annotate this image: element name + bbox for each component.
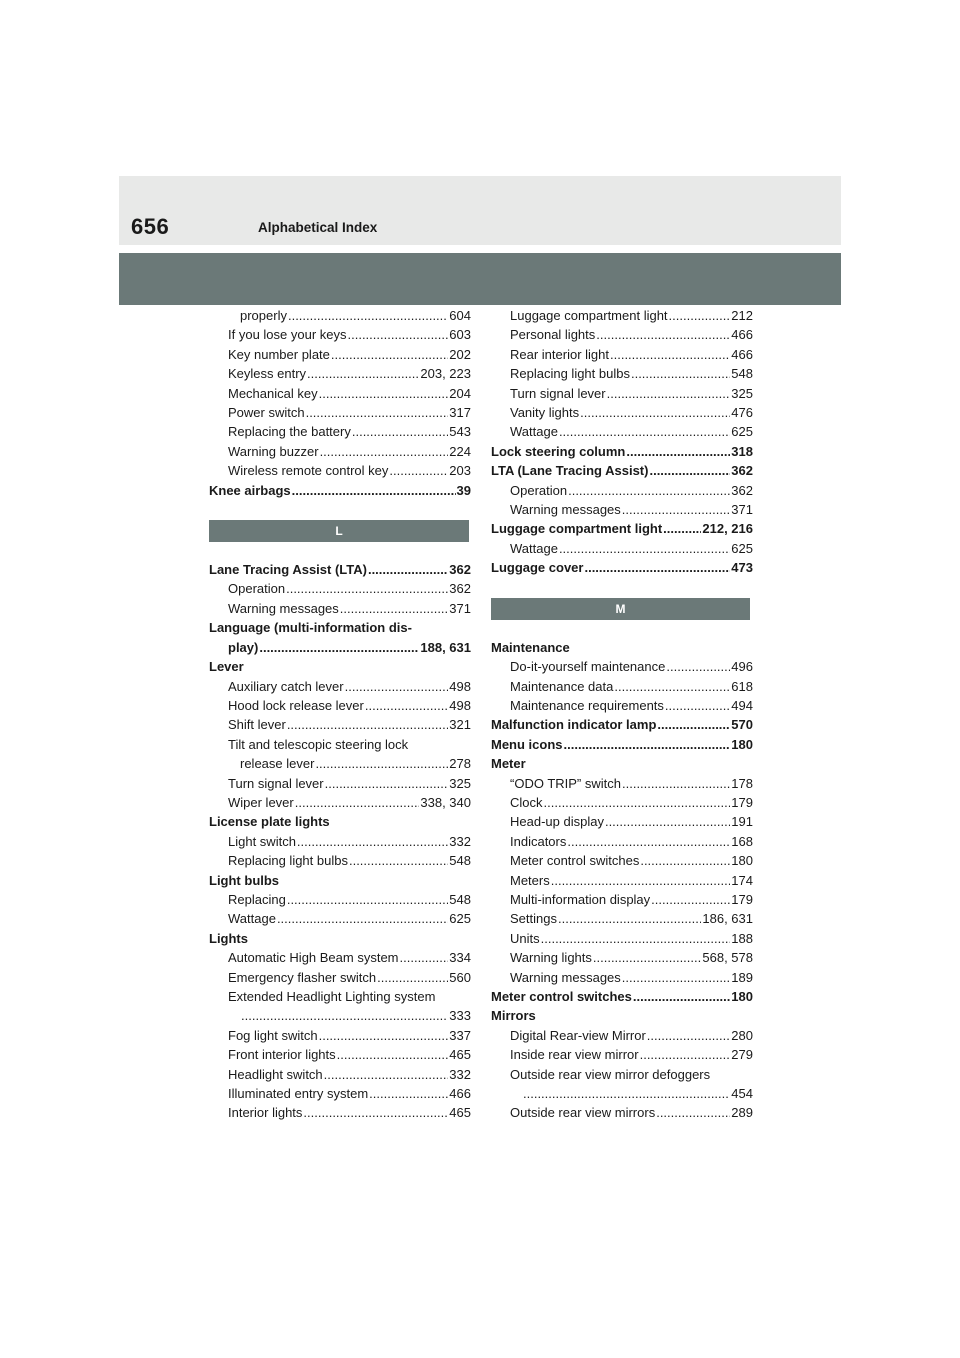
entry-label: Light bulbs: [209, 872, 280, 888]
dot-leader: [622, 968, 731, 987]
page-reference: 371: [449, 600, 471, 616]
page-reference: 332: [449, 1066, 471, 1082]
page-reference: 371: [731, 502, 753, 518]
page-reference: 543: [449, 424, 471, 440]
index-subentry: [491, 1103, 753, 1122]
entry-label: If you lose your keys: [228, 327, 347, 343]
entry-label: Headlight switch: [228, 1066, 323, 1082]
page-reference: 625: [731, 424, 753, 440]
page-reference: 625: [731, 540, 753, 556]
index-subentry: [491, 909, 753, 928]
index-subentry: [209, 909, 471, 928]
index-subentry: [491, 696, 753, 715]
dot-leader: [564, 735, 731, 754]
entry-label: Meters: [510, 872, 550, 888]
index-entry: [209, 481, 471, 500]
page-reference: 325: [449, 775, 471, 791]
index-subentry: [491, 968, 753, 987]
entry-label: Head-up display: [510, 814, 604, 830]
index-entry: [491, 461, 753, 480]
entry-label: Warning messages: [510, 969, 621, 985]
page-reference: 548: [731, 366, 753, 382]
page-reference: 280: [731, 1027, 753, 1043]
entry-label: Lock steering column: [491, 443, 626, 459]
dot-leader: [596, 325, 730, 344]
index-subentry: [209, 677, 471, 696]
index-subentry: [209, 987, 471, 1006]
dot-leader: [377, 968, 448, 987]
dot-leader: [345, 677, 449, 696]
index-entry: [491, 519, 753, 538]
dot-leader: [593, 948, 702, 967]
entry-label: Units: [510, 930, 540, 946]
page-reference: 325: [731, 385, 753, 401]
page-reference: 498: [449, 697, 471, 713]
entry-label: Luggage compartment light: [491, 521, 663, 537]
entry-label: LTA (Lane Tracing Assist): [491, 463, 649, 479]
dot-leader: [622, 774, 730, 793]
page-reference: 548: [449, 853, 471, 869]
entry-label: Turn signal lever: [228, 775, 324, 791]
index-subentry: [491, 481, 753, 500]
entry-label: Maintenance requirements: [510, 697, 664, 713]
page-reference: 496: [731, 659, 753, 675]
page-reference: 498: [449, 678, 471, 694]
dot-leader: [551, 871, 731, 890]
index-subentry: [491, 539, 753, 558]
page-reference: 180: [731, 853, 753, 869]
index-subentry: [491, 871, 753, 890]
index-subentry: [209, 890, 471, 909]
entry-label: Keyless entry: [228, 366, 307, 382]
entry-label: Tilt and telescopic steering lock: [228, 736, 409, 752]
index-subentry: [209, 696, 471, 715]
entry-label: Luggage cover: [491, 560, 584, 576]
index-subentry: [491, 929, 753, 948]
entry-label: Knee airbags: [209, 482, 291, 498]
page-reference: 332: [449, 833, 471, 849]
entry-label: Power switch: [228, 405, 305, 421]
index-subentry: [209, 1006, 471, 1025]
index-subentry: [491, 851, 753, 870]
entry-label: Operation: [228, 581, 286, 597]
page-reference: 362: [731, 482, 753, 498]
dot-leader: [568, 481, 730, 500]
page-reference: 188, 631: [420, 639, 471, 655]
page-reference: 191: [731, 814, 753, 830]
index-subentry: [209, 364, 471, 383]
index-subentry: [491, 500, 753, 519]
index-entry: [491, 638, 753, 657]
index-subentry: [209, 1026, 471, 1045]
index-subentry: [491, 793, 753, 812]
entry-label: Replacing: [228, 891, 286, 907]
entry-label: Key number plate: [228, 346, 330, 362]
dot-leader: [241, 1006, 448, 1025]
page-reference: 337: [449, 1027, 471, 1043]
entry-label: Illuminated entry system: [228, 1086, 369, 1102]
page-reference: 362: [731, 463, 753, 479]
entry-label: Mechanical key: [228, 385, 318, 401]
entry-label: Warning messages: [228, 600, 339, 616]
dot-leader: [607, 384, 731, 403]
entry-label: Rear interior light: [510, 346, 609, 362]
page-reference: 212: [731, 308, 753, 323]
dot-leader: [307, 364, 419, 383]
page-reference: 189: [731, 969, 753, 985]
index-subentry: [209, 442, 471, 461]
page-reference: 618: [731, 678, 753, 694]
page-reference: 334: [449, 950, 471, 966]
index-subentry: [209, 754, 471, 773]
index-entry: [491, 558, 753, 577]
entry-label: Emergency flasher switch: [228, 969, 377, 985]
dot-leader: [665, 696, 730, 715]
index-entry: [209, 929, 471, 948]
dot-leader: [559, 422, 730, 441]
index-column-right: [491, 306, 753, 1123]
dot-leader: [277, 909, 448, 928]
index-entry: [491, 735, 753, 754]
page-reference: 224: [449, 443, 471, 459]
dot-leader: [369, 1084, 448, 1103]
dot-leader: [656, 1103, 730, 1122]
index-subentry: [491, 306, 753, 325]
dot-leader: [580, 403, 730, 422]
entry-label: play): [228, 639, 259, 655]
index-subentry: [209, 968, 471, 987]
index-entry: [491, 987, 753, 1006]
dot-leader: [315, 754, 448, 773]
index-subentry: [491, 325, 753, 344]
dot-leader: [297, 832, 448, 851]
dot-leader: [319, 1026, 449, 1045]
entry-label: Interior lights: [228, 1105, 303, 1121]
page-reference: 568, 578: [702, 950, 753, 966]
dot-leader: [365, 696, 448, 715]
index-subentry: [491, 948, 753, 967]
page-reference: 180: [731, 989, 753, 1004]
dot-leader: [663, 519, 701, 538]
dot-leader: [614, 677, 730, 696]
index-entry: [209, 871, 471, 890]
index-subentry: [209, 1084, 471, 1103]
index-subentry: [491, 890, 753, 909]
dot-leader: [306, 403, 449, 422]
dot-leader: [558, 909, 701, 928]
page-reference: 212, 216: [702, 521, 753, 537]
index-subentry: [209, 306, 471, 325]
index-entry: [209, 560, 471, 579]
entry-label: release lever: [240, 756, 315, 772]
page-reference: 179: [731, 891, 753, 907]
dot-leader: [352, 422, 448, 441]
dot-leader: [523, 1084, 730, 1103]
page-reference: 466: [731, 327, 753, 343]
index-subentry: [209, 851, 471, 870]
entry-label: Meter: [491, 756, 526, 772]
entry-label: Lane Tracing Assist (LTA): [209, 562, 367, 578]
entry-label: Replacing light bulbs: [228, 853, 348, 869]
page-reference: 178: [731, 775, 753, 791]
decorative-band: [119, 253, 841, 305]
entry-label: Lights: [209, 930, 248, 946]
page-reference: 465: [449, 1105, 471, 1121]
index-entry: [209, 812, 471, 831]
page-reference: 317: [449, 405, 471, 421]
dot-leader: [647, 1026, 731, 1045]
entry-label: Maintenance: [491, 639, 570, 655]
page-reference: 625: [449, 911, 471, 927]
entry-label: Warning lights: [510, 950, 592, 966]
index-subentry: [491, 677, 753, 696]
page-reference: 278: [449, 756, 471, 772]
entry-label: Do-it-yourself maintenance: [510, 659, 666, 675]
entry-label: Warning messages: [510, 502, 621, 518]
index-entry: [491, 442, 753, 461]
entry-label: Shift lever: [228, 717, 286, 733]
page-reference: 494: [731, 697, 753, 713]
entry-label: Wiper lever: [228, 794, 294, 810]
dot-leader: [389, 461, 448, 480]
index-subentry: [209, 832, 471, 851]
index-column-left: [209, 306, 471, 1123]
entry-label: Maintenance data: [510, 678, 614, 694]
dot-leader: [337, 1045, 449, 1064]
page-number: 656: [131, 214, 170, 239]
entry-label: License plate lights: [209, 814, 330, 830]
page-reference: 321: [449, 717, 471, 733]
dot-leader: [649, 461, 730, 480]
section-title: Alphabetical Index: [258, 220, 378, 235]
index-subentry: [209, 948, 471, 967]
dot-leader: [584, 558, 730, 577]
index-subentry: [491, 1026, 753, 1045]
index-subentry: [491, 1084, 753, 1103]
entry-label: Wattage: [510, 424, 558, 440]
dot-leader: [669, 306, 731, 325]
index-entry: [491, 715, 753, 734]
entry-label: Personal lights: [510, 327, 596, 343]
index-subentry: [491, 832, 753, 851]
entry-label: Mirrors: [491, 1008, 536, 1024]
page-reference: 186, 631: [702, 911, 753, 927]
index-subentry: [491, 422, 753, 441]
index-subentry: [209, 345, 471, 364]
index-subentry: [209, 422, 471, 441]
page-reference: 39: [456, 482, 471, 498]
dot-leader: [320, 442, 449, 461]
dot-leader: [349, 851, 448, 870]
index-entry: [491, 1006, 753, 1025]
dot-leader: [340, 599, 449, 618]
index-subentry: [209, 599, 471, 618]
entry-label: Extended Headlight Lighting system: [228, 989, 436, 1004]
entry-label: Operation: [510, 482, 568, 498]
dot-leader: [295, 793, 420, 812]
page-reference: 466: [449, 1086, 471, 1102]
entry-label: Malfunction indicator lamp: [491, 717, 657, 733]
entry-label: Front interior lights: [228, 1047, 336, 1063]
page-reference: 318: [731, 443, 753, 459]
dot-leader: [610, 345, 730, 364]
entry-label: Inside rear view mirror: [510, 1047, 639, 1063]
page-reference: 476: [731, 405, 753, 421]
page-reference: 570: [731, 717, 753, 733]
entry-label: Wireless remote control key: [228, 463, 389, 479]
page-reference: 473: [731, 560, 753, 576]
page-reference: 362: [449, 581, 471, 597]
index-subentry: [491, 1065, 753, 1084]
dot-leader: [287, 715, 448, 734]
index-subentry: [491, 345, 753, 364]
entry-label: Light switch: [228, 833, 296, 849]
entry-label: Meter control switches: [510, 853, 640, 869]
index-subentry: [209, 715, 471, 734]
letter-heading: L: [209, 520, 469, 542]
page-reference: 168: [731, 833, 753, 849]
entry-label: Replacing light bulbs: [510, 366, 630, 382]
index-subentry: [209, 384, 471, 403]
page-reference: 333: [449, 1008, 471, 1024]
index-subentry: [209, 735, 471, 754]
index-subentry: [209, 1103, 471, 1122]
entry-label: Language (multi-information dis-: [209, 620, 412, 636]
index-subentry: [491, 657, 753, 676]
page-reference: 338, 340: [420, 794, 471, 810]
dot-leader: [325, 774, 449, 793]
entry-label: Meter control switches: [491, 989, 632, 1004]
dot-leader: [541, 929, 731, 948]
index-subentry: [491, 812, 753, 831]
entry-label: “ODO TRIP” switch: [510, 775, 621, 791]
index-subentry: [209, 325, 471, 344]
page-reference: 204: [449, 385, 471, 401]
page-reference: 604: [449, 308, 471, 323]
dot-leader: [626, 442, 730, 461]
dot-leader: [259, 638, 419, 657]
entry-label: Multi-information display: [510, 891, 651, 907]
dot-leader: [286, 579, 448, 598]
index-subentry: [209, 793, 471, 812]
page-reference: 203, 223: [420, 366, 471, 382]
entry-label: Fog light switch: [228, 1027, 318, 1043]
entry-label: properly: [240, 308, 287, 323]
dot-leader: [567, 832, 730, 851]
entry-label: Turn signal lever: [510, 385, 606, 401]
page-reference: 548: [449, 891, 471, 907]
index-subentry: [209, 774, 471, 793]
entry-label: Replacing the battery: [228, 424, 351, 440]
entry-label: Automatic High Beam system: [228, 950, 399, 966]
dot-leader: [348, 325, 449, 344]
entry-label: Vanity lights: [510, 405, 580, 421]
entry-label: Hood lock release lever: [228, 697, 364, 713]
dot-leader: [331, 345, 448, 364]
dot-leader: [622, 500, 731, 519]
dot-leader: [631, 364, 730, 383]
entry-label: Luggage compartment light: [510, 308, 668, 323]
index-subentry: [491, 1045, 753, 1064]
entry-label: Menu icons: [491, 736, 563, 752]
page-reference: 179: [731, 794, 753, 810]
dot-leader: [633, 987, 730, 1006]
entry-label: Lever: [209, 659, 244, 675]
page-reference: 560: [449, 969, 471, 985]
dot-leader: [544, 793, 731, 812]
dot-leader: [559, 539, 730, 558]
index-subentry: [209, 1045, 471, 1064]
dot-leader: [319, 384, 449, 403]
entry-label: Auxiliary catch lever: [228, 678, 344, 694]
index-entry: [209, 618, 471, 637]
index-entry: [209, 657, 471, 676]
entry-label: Outside rear view mirror defoggers: [510, 1066, 711, 1082]
dot-leader: [640, 851, 730, 870]
page-reference: 466: [731, 346, 753, 362]
page-reference: 362: [449, 562, 471, 578]
entry-label: Settings: [510, 911, 557, 927]
index-subentry: [491, 384, 753, 403]
dot-leader: [605, 812, 730, 831]
dot-leader: [368, 560, 448, 579]
index-subentry: [491, 364, 753, 383]
letter-heading: M: [491, 598, 750, 620]
entry-label: Warning buzzer: [228, 443, 319, 459]
dot-leader: [288, 306, 448, 325]
page-reference: 454: [731, 1086, 753, 1102]
index-subentry: [209, 1065, 471, 1084]
page-reference: 188: [731, 930, 753, 946]
dot-leader: [640, 1045, 731, 1064]
page-reference: 465: [449, 1047, 471, 1063]
page-reference: 279: [731, 1047, 753, 1063]
index-subentry: [209, 403, 471, 422]
dot-leader: [657, 715, 730, 734]
index-entry: [491, 754, 753, 773]
page-reference: 180: [731, 736, 753, 752]
entry-label: Wattage: [228, 911, 276, 927]
index-subentry: [491, 774, 753, 793]
page-reference: 203: [449, 463, 471, 479]
dot-leader: [400, 948, 449, 967]
dot-leader: [292, 481, 456, 500]
page-reference: 202: [449, 346, 471, 362]
dot-leader: [287, 890, 448, 909]
page-reference: 289: [731, 1105, 753, 1121]
page-reference: 174: [731, 872, 753, 888]
header-band: [119, 176, 841, 245]
entry-label: Digital Rear-view Mirror: [510, 1027, 646, 1043]
index-subentry: [209, 579, 471, 598]
page-reference: 603: [449, 327, 471, 343]
dot-leader: [651, 890, 730, 909]
dot-leader: [666, 657, 730, 676]
entry-label: Outside rear view mirrors: [510, 1105, 656, 1121]
index-subentry: [491, 403, 753, 422]
entry-label: Indicators: [510, 833, 567, 849]
dot-leader: [303, 1103, 448, 1122]
entry-label: Wattage: [510, 540, 558, 556]
index-subentry: [209, 461, 471, 480]
entry-label: Clock: [510, 794, 543, 810]
index-subentry: [209, 638, 471, 657]
dot-leader: [324, 1065, 449, 1084]
